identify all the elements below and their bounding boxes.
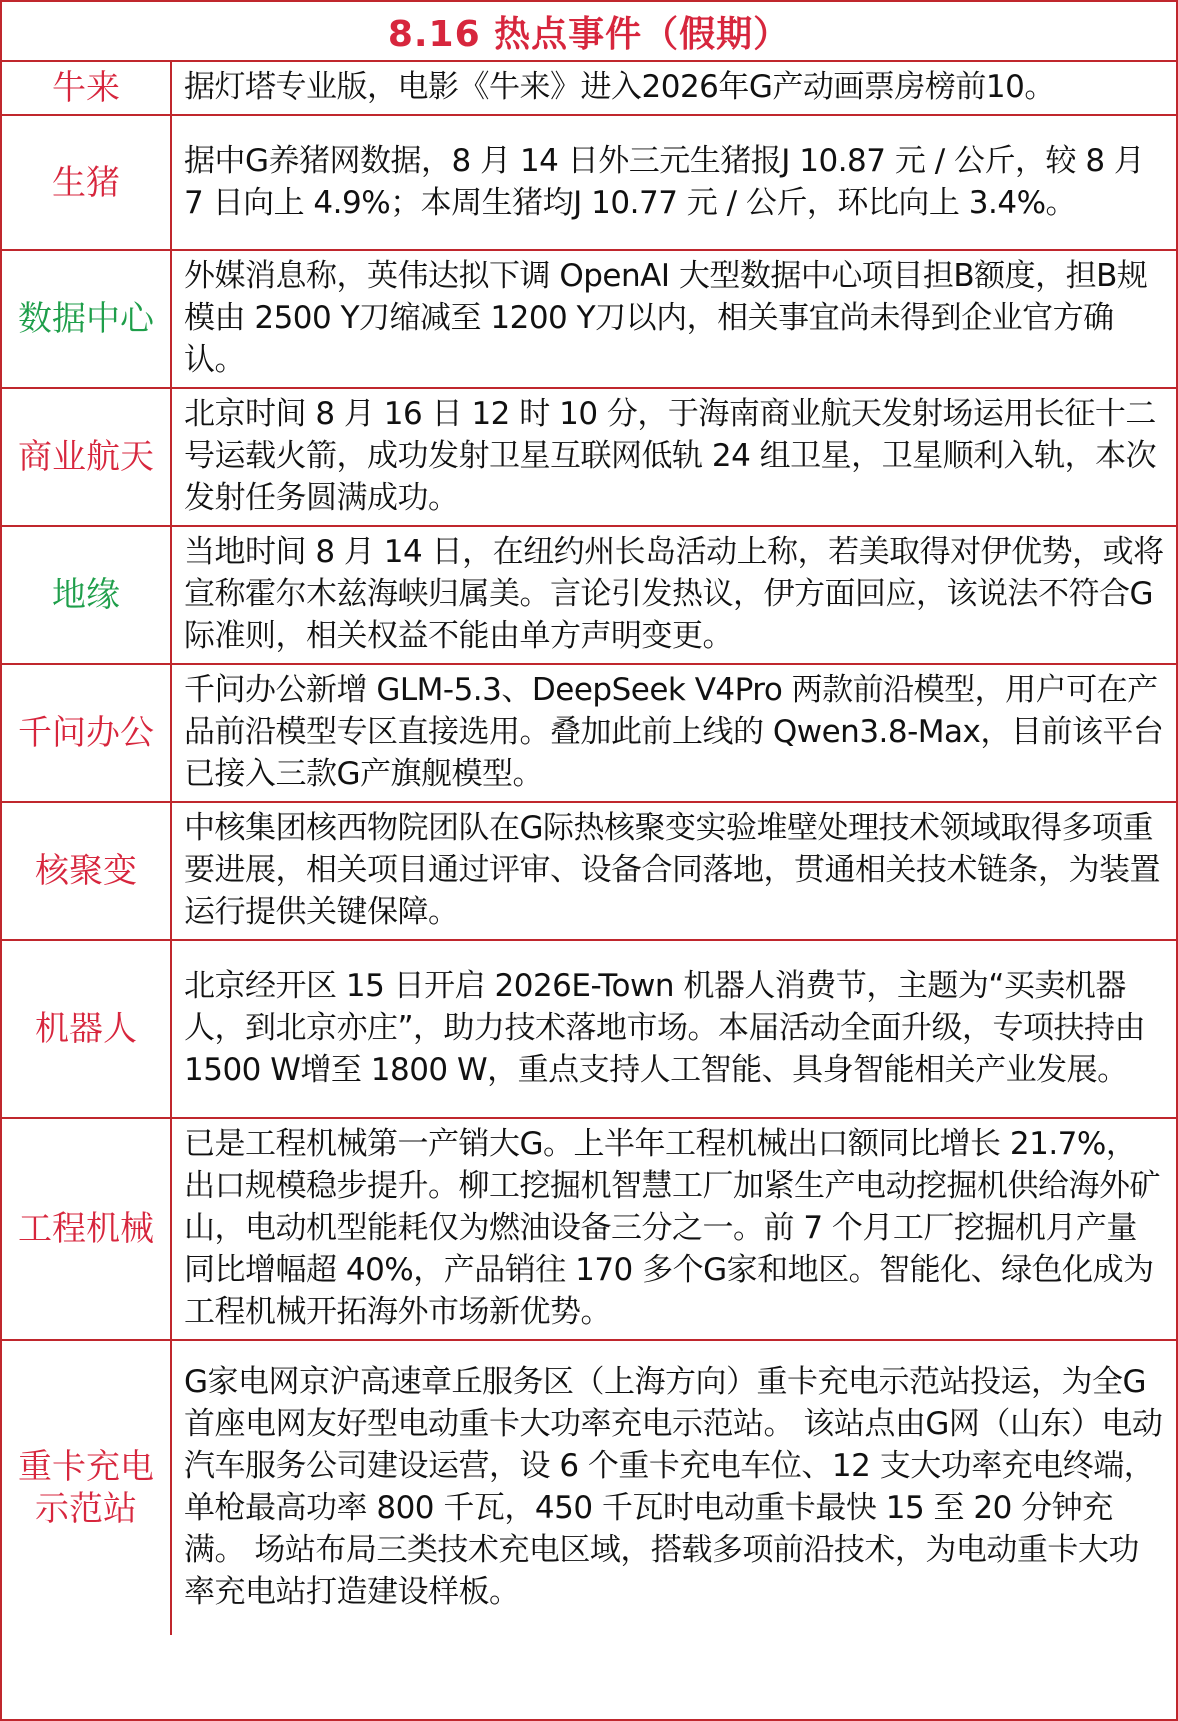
row-category: 重卡充电示范站	[2, 1340, 171, 1635]
row-text: 北京时间 8 月 16 日 12 时 10 分，于海南商业航天发射场运用长征十二号运载火箭，成功发射卫星互联网低轨 24 组卫星，卫星顺利入轨，本次发射任务圆满成功。	[171, 388, 1176, 526]
row-category: 核聚变	[2, 802, 171, 940]
row-category: 牛来	[2, 62, 171, 115]
row-text: G家电网京沪高速章丘服务区（上海方向）重卡充电示范站投运，为全G首座电网友好型电动重卡大功率充电示范站。 该站点由G网（山东）电动汽车服务公司建设运营，设 6 个重卡充电车位、12 支大功率充电终端，单枪最高功率 800 千瓦，450 千瓦时电动重卡最快 15 至 20 分钟充满。 场站布局三类技术充电区域，搭载多项前沿技术，为电动重卡大功率充电站打造建设样板。	[184, 1364, 1163, 1610]
table-row	[2, 250, 1176, 388]
row-category: 数据中心	[2, 250, 171, 388]
row-category: 工程机械	[2, 1118, 171, 1340]
table-row	[2, 802, 1176, 940]
row-category: 生猪	[2, 115, 171, 250]
row-category: 千问办公	[2, 664, 171, 802]
row-category: 商业航天	[2, 388, 171, 526]
hot-events-table	[2, 62, 1176, 1635]
title-row	[2, 2, 1176, 62]
table-row	[2, 1118, 1176, 1340]
row-category: 机器人	[2, 940, 171, 1118]
table-row	[2, 62, 1176, 115]
row-text: 外媒消息称，英伟达拟下调 OpenAI 大型数据中心项目担B额度，担B规模由 2500 Y刀缩减至 1200 Y刀以内，相关事宜尚未得到企业官方确认。	[171, 250, 1176, 388]
row-category: 地缘	[2, 526, 171, 664]
row-text: 已是工程机械第一产销大G。上半年工程机械出口额同比增长 21.7%，出口规模稳步提升。柳工挖掘机智慧工厂加紧生产电动挖掘机供给海外矿山，电动机型能耗仅为燃油设备三分之一。前 7 个月工厂挖掘机月产量同比增幅超 40%，产品销往 170 多个G家和地区。智能化、绿色化成为工程机械开拓海外市场新优势。	[171, 1118, 1176, 1340]
table-row	[2, 388, 1176, 526]
row-text: 当地时间 8 月 14 日，在纽约州长岛活动上称，若美取得对伊优势，或将宣称霍尔木兹海峡归属美。言论引发热议，伊方面回应，该说法不符合G际准则，相关权益不能由单方声明变更。	[171, 526, 1176, 664]
table-row	[2, 526, 1176, 664]
row-text: 据中G养猪网数据，8 月 14 日外三元生猪报J 10.87 元 / 公斤，较 8 月 7 日向上 4.9%；本周生猪均J 10.77 元 / 公斤，环比向上 3.4%。	[171, 115, 1176, 250]
table-row	[2, 115, 1176, 250]
row-text: 千问办公新增 GLM-5.3、DeepSeek V4Pro 两款前沿模型，用户可在产品前沿模型专区直接选用。叠加此前上线的 Qwen3.8-Max，目前该平台已接入三款G产旗舰模型。	[171, 664, 1176, 802]
table-row	[2, 940, 1176, 1118]
row-text: 中核集团核西物院团队在G际热核聚变实验堆壁处理技术领域取得多项重要进展，相关项目通过评审、设备合同落地，贯通相关技术链条，为装置运行提供关键保障。	[171, 802, 1176, 940]
row-text: 据灯塔专业版，电影《牛来》进入2026年G产动画票房榜前10。	[171, 62, 1176, 115]
table-row	[2, 664, 1176, 802]
table-row	[2, 1340, 1176, 1635]
row-text: 北京经开区 15 日开启 2026E-Town 机器人消费节，主题为“买卖机器人，到北京亦庄”，助力技术落地市场。本届活动全面升级，专项扶持由 1500 W增至 1800 W，重点支持人工智能、具身智能相关产业发展。	[171, 940, 1176, 1118]
page-title: 8.16 热点事件（假期）	[387, 13, 791, 55]
